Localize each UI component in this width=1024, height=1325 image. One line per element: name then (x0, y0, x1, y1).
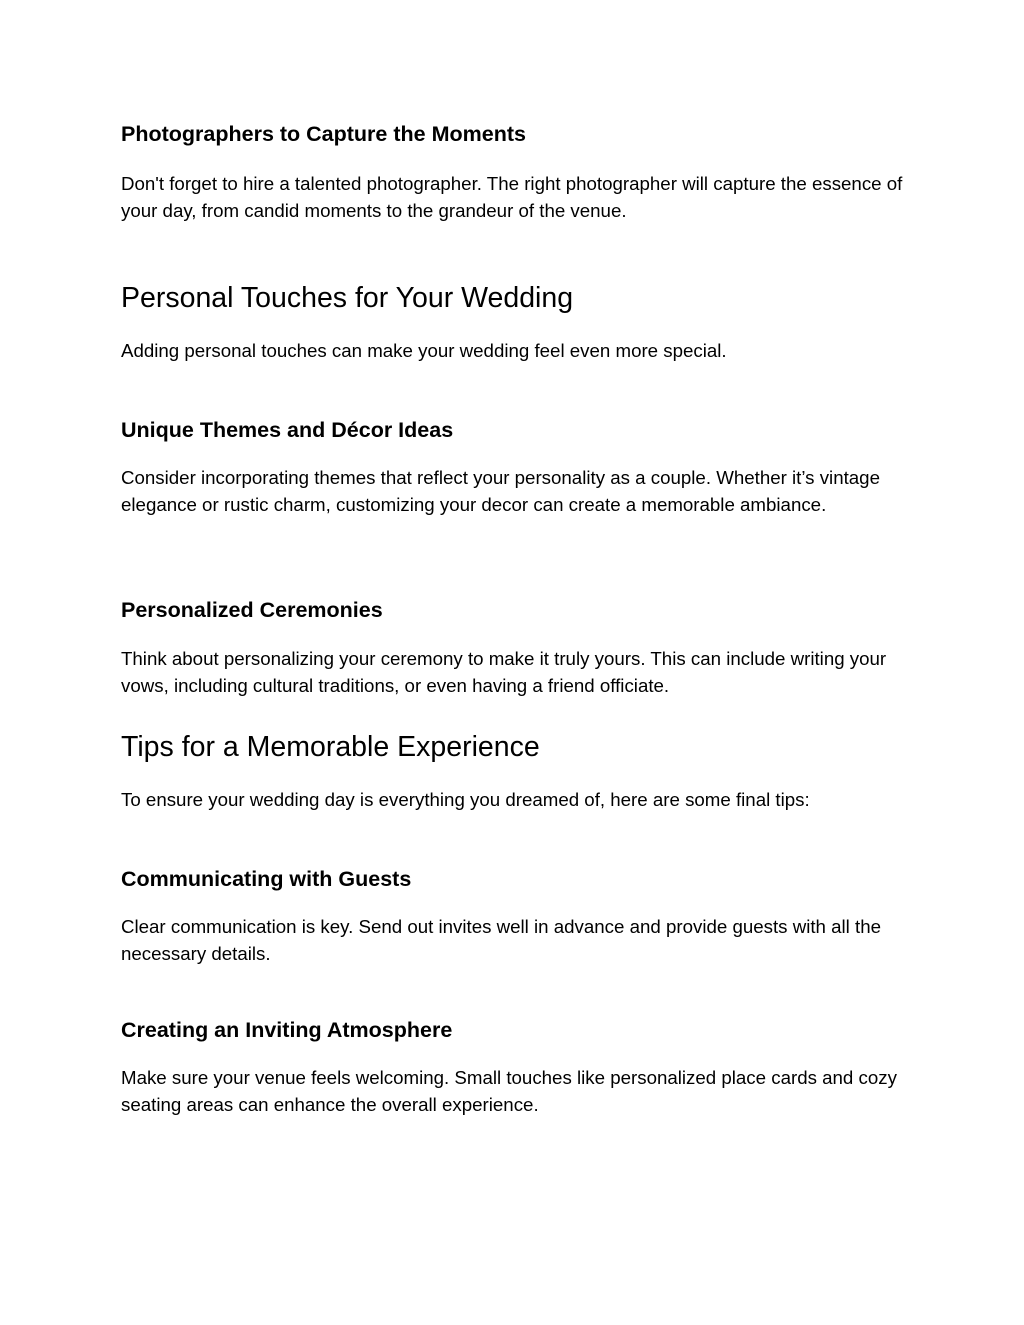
paragraph-unique-themes: Consider incorporating themes that reflect your personality as a couple. Whether it’s vintage elegance or rustic charm, customizing your decor can create a memorable ambiance. (121, 467, 880, 515)
heading-personalized-ceremonies: Personalized Ceremonies (121, 598, 383, 622)
paragraph-communicating: Clear communication is key. Send out invites well in advance and provide guests with all the necessary details. (121, 916, 882, 964)
heading-tips: Tips for a Memorable Experience (121, 731, 540, 763)
heading-photographers: Photographers to Capture the Moments (121, 122, 526, 146)
paragraph-atmosphere: Make sure your venue feels welcoming. Small touches like personalized place cards and cozy seating areas can enhance the overall experience. (121, 1067, 897, 1115)
heading-communicating: Communicating with Guests (121, 867, 412, 891)
heading-personal-touches: Personal Touches for Your Wedding (121, 282, 574, 314)
heading-unique-themes: Unique Themes and Décor Ideas (121, 418, 454, 442)
paragraph-personalized-ceremonies: Think about personalizing your ceremony to make it truly yours. This can include writing your vows, including cultural traditions, or even having a friend officiate. (121, 648, 887, 696)
paragraph-tips: To ensure your wedding day is everything you dreamed of, here are some final tips: (121, 789, 810, 810)
paragraph-photographers: Don't forget to hire a talented photographer. The right photographer will capture the essence of your day, from candid moments to the grandeur of the venue. (121, 173, 903, 221)
heading-atmosphere: Creating an Inviting Atmosphere (121, 1018, 453, 1042)
paragraph-personal-touches: Adding personal touches can make your wedding feel even more special. (121, 340, 727, 361)
